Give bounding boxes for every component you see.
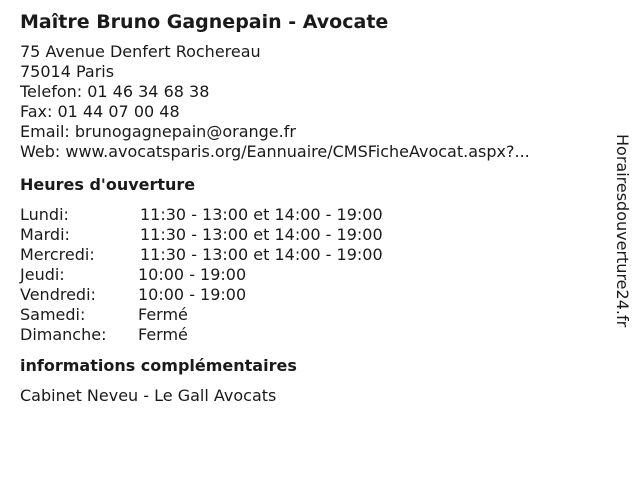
contact-block	[20, 42, 600, 162]
business-card	[20, 10, 600, 406]
page-title: Maître Bruno Gagnepain - Avocate	[20, 11, 389, 33]
hours-day: Lundi:	[20, 205, 69, 224]
hours-row-dimanche	[20, 325, 600, 345]
hours-day: Vendredi:	[20, 285, 96, 304]
hours-day: Dimanche:	[20, 325, 107, 344]
hours-row-jeudi	[20, 265, 600, 285]
hours-table	[20, 205, 600, 345]
phone-line: Telefon: 01 46 34 68 38	[20, 82, 210, 101]
hours-time: 11:30 - 13:00 et 14:00 - 19:00	[140, 225, 383, 244]
address-line-1: 75 Avenue Denfert Rochereau	[20, 42, 261, 61]
address-line-2: 75014 Paris	[20, 62, 115, 81]
hours-time: 10:00 - 19:00	[138, 285, 247, 304]
hours-row-lundi	[20, 205, 600, 225]
hours-row-vendredi	[20, 285, 600, 305]
hours-row-mardi	[20, 225, 600, 245]
hours-time: 10:00 - 19:00	[138, 265, 247, 284]
hours-row-mercredi	[20, 245, 600, 265]
info-text: Cabinet Neveu - Le Gall Avocats	[20, 386, 277, 405]
hours-time: Fermé	[138, 325, 188, 344]
hours-row-samedi	[20, 305, 600, 325]
email-line: Email: brunogagnepain@orange.fr	[20, 122, 296, 141]
hours-day: Jeudi:	[20, 265, 65, 284]
fax-line: Fax: 01 44 07 00 48	[20, 102, 180, 121]
site-watermark: Horairesdouverture24.fr	[613, 134, 632, 328]
hours-time: 11:30 - 13:00 et 14:00 - 19:00	[140, 205, 383, 224]
hours-day: Mardi:	[20, 225, 70, 244]
hours-time: Fermé	[138, 305, 188, 324]
hours-heading: Heures d'ouverture	[20, 175, 196, 194]
hours-time: 11:30 - 13:00 et 14:00 - 19:00	[140, 245, 383, 264]
web-line: Web: www.avocatsparis.org/Eannuaire/CMSFicheAvocat.aspx?...	[20, 142, 530, 161]
info-heading: informations complémentaires	[20, 356, 297, 375]
hours-day: Samedi:	[20, 305, 86, 324]
hours-day: Mercredi:	[20, 245, 95, 264]
